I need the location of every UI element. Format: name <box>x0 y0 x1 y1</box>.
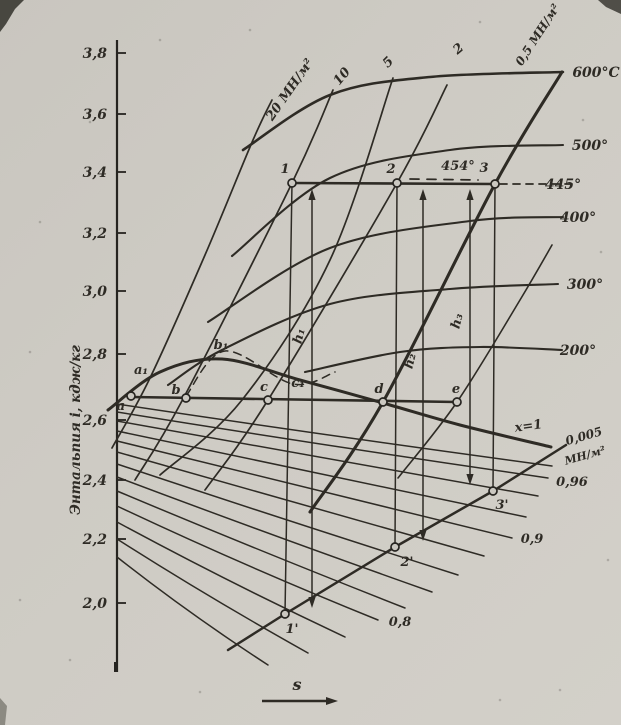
label-ptc: c <box>260 380 268 395</box>
scan-speckle <box>582 119 585 122</box>
point-2-marker <box>393 179 401 187</box>
label-p5: 5 <box>380 54 398 72</box>
point-1-marker <box>288 179 296 187</box>
dryness-0_78-curve <box>117 522 345 637</box>
label-x1: x=1 <box>513 417 544 436</box>
point-3-marker <box>491 180 499 188</box>
scan-corner-smudge-tl <box>0 0 24 32</box>
h1-arrow-down-arrowhead-icon <box>308 597 315 608</box>
label-p2: 2 <box>450 40 468 58</box>
label-x096: 0,96 <box>556 475 588 490</box>
y-axis-tick-label: 3,4 <box>82 165 107 181</box>
y-axis-title: Энтальпия i, кдж/кг <box>68 345 84 515</box>
label-t445: 445° <box>544 177 582 193</box>
label-ptd: d <box>374 382 384 397</box>
scan-corner-smudge-tr <box>598 0 621 14</box>
label-pt2: 2 <box>386 162 396 177</box>
label-x09: 0,9 <box>520 532 544 547</box>
label-p0005b: МН/м² <box>563 443 607 468</box>
label-t500: 500° <box>571 138 609 154</box>
scan-corner-smudge-bl <box>0 698 7 725</box>
scan-speckle <box>559 689 562 692</box>
label-h2: h₂ <box>401 351 420 371</box>
point-a-marker <box>127 392 135 400</box>
h2-arrow-up-arrowhead-icon <box>419 189 426 200</box>
isotherm-200-curve <box>305 347 562 372</box>
isotherm-400-curve <box>208 217 563 322</box>
y-axis-tick-label: 3,6 <box>82 107 107 123</box>
scan-speckle <box>607 559 610 562</box>
label-p0005a: 0,005 <box>563 424 604 449</box>
dryness-0_88-curve <box>117 452 484 556</box>
label-pte: e <box>451 382 461 397</box>
x-axis-title: s <box>292 675 302 694</box>
isentrope-3-curve <box>493 184 495 491</box>
label-pt3: 3 <box>479 161 489 176</box>
dryness-0_74-curve <box>117 557 268 665</box>
y-axis-tick-label: 2,4 <box>82 473 107 489</box>
point-b-marker <box>182 394 190 402</box>
label-h3: h₃ <box>448 311 467 331</box>
scan-speckle <box>29 351 32 354</box>
label-t200: 200° <box>559 343 597 359</box>
label-pt2p: 2' <box>400 555 414 570</box>
point-2p-marker <box>391 543 399 551</box>
scan-speckle <box>19 599 22 602</box>
y-axis-tick-label: 3,8 <box>82 46 107 62</box>
x-axis-arrowhead-icon <box>326 697 338 705</box>
scan-speckle <box>199 691 202 694</box>
label-pt1p: 1' <box>285 622 299 637</box>
label-t454: 454° <box>441 159 475 174</box>
label-ptc1: c₁ <box>291 376 305 391</box>
point-3p-marker <box>489 487 497 495</box>
scan-speckle <box>249 29 252 32</box>
isentrope-2-curve <box>395 183 397 547</box>
y-axis-tick-label: 3,0 <box>82 284 107 300</box>
label-pt1: 1 <box>280 162 290 177</box>
point-e-marker <box>453 398 461 406</box>
h3-arrow-up-arrowhead-icon <box>466 189 473 200</box>
y-axis-tick-label: 2,8 <box>82 347 107 363</box>
label-x08: 0,8 <box>388 615 412 630</box>
scan-speckle <box>499 699 502 702</box>
label-t600: 600°C <box>572 65 620 81</box>
point-d-marker <box>379 398 387 406</box>
label-pta1: a₁ <box>133 363 149 378</box>
dryness-0_76-curve <box>117 539 308 653</box>
label-t400: 400° <box>559 210 597 226</box>
label-pt3p: 3' <box>495 498 509 513</box>
label-ptb: b <box>171 383 181 398</box>
scan-speckle <box>600 251 603 254</box>
label-ptb1: b₁ <box>213 338 229 353</box>
isotherm-454-dashes-curve <box>410 179 478 180</box>
scan-speckle <box>39 221 42 224</box>
label-p05: 0,5 МН/м² <box>512 1 563 69</box>
label-p20: 20 МН/м² <box>263 56 317 124</box>
label-t300: 300° <box>566 277 604 293</box>
y-axis-tick-label: 2,6 <box>82 413 107 429</box>
y-axis-tick-label: 3,2 <box>82 226 107 242</box>
y-axis-tick-label: 2,2 <box>82 532 107 548</box>
scan-speckle <box>479 21 482 24</box>
label-h1: h₁ <box>290 326 309 346</box>
point-1p-marker <box>281 610 289 618</box>
y-axis-tick-label: 2,0 <box>82 596 107 612</box>
label-p10: 10 <box>330 64 354 89</box>
scan-speckle <box>159 39 162 42</box>
scan-speckle <box>69 659 72 662</box>
saturation-x1-curve <box>108 359 551 447</box>
isobar-2-curve <box>205 85 447 490</box>
label-pta: a <box>116 399 126 414</box>
dryness-0_84-curve <box>117 477 432 592</box>
throttle-line-abcde-curve <box>132 397 457 402</box>
point-c-marker <box>264 396 272 404</box>
